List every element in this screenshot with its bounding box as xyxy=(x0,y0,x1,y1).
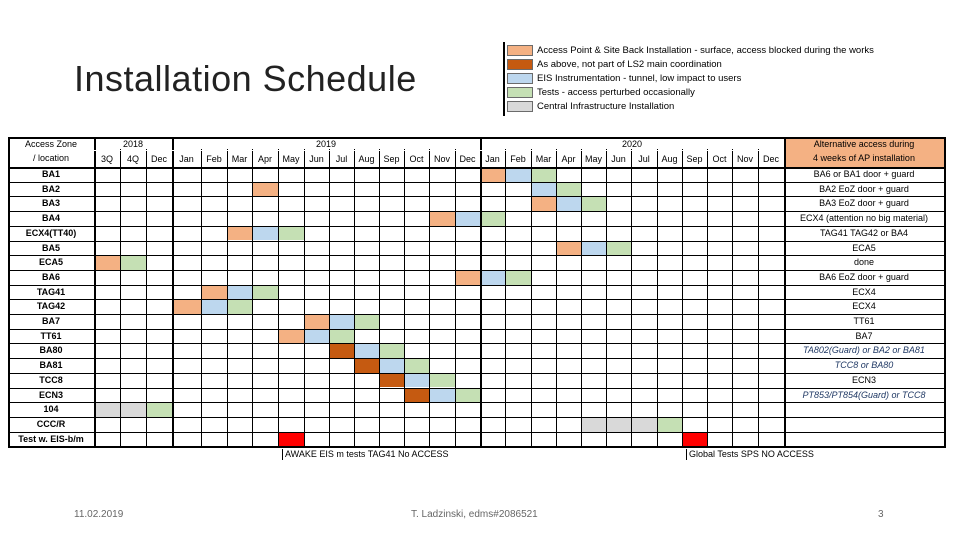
schedule-cell xyxy=(607,242,631,256)
schedule-cell xyxy=(430,212,455,226)
alt-header-line-1: Alternative access during xyxy=(813,139,915,149)
grid-vline xyxy=(944,137,946,446)
month-label: Jan xyxy=(179,154,194,164)
schedule-cell xyxy=(456,389,480,403)
month-label: Dec xyxy=(762,154,779,164)
grid-vline xyxy=(581,137,582,446)
schedule-cell xyxy=(305,315,329,329)
grid-vline xyxy=(227,137,228,446)
schedule-cell xyxy=(405,389,429,403)
schedule-cell xyxy=(253,286,278,300)
month-label: Aug xyxy=(661,154,678,164)
zone-header-line-2: / location xyxy=(32,153,70,163)
schedule-cell xyxy=(147,403,172,417)
grid-vline xyxy=(758,137,759,446)
legend-swatch xyxy=(507,87,533,98)
annotation-marker xyxy=(686,449,687,460)
footer-page-number: 3 xyxy=(878,509,884,520)
alt-access-label: ECA5 xyxy=(852,242,876,253)
schedule-cell xyxy=(202,300,227,314)
grid-vline xyxy=(707,137,708,446)
legend-label: Access Point & Site Back Installation - surface, access blocked during the works xyxy=(537,45,874,56)
year-label: 2019 xyxy=(315,139,337,149)
schedule-cell xyxy=(481,168,505,182)
zone-header-line-1: Access Zone xyxy=(24,139,78,149)
schedule-cell xyxy=(228,286,252,300)
alt-access-label xyxy=(784,433,944,447)
grid-vline xyxy=(354,137,355,446)
schedule-cell xyxy=(405,374,429,388)
month-label: Sep xyxy=(383,154,400,164)
alt-access-label: ECX4 (attention no big material) xyxy=(799,213,929,224)
schedule-cell xyxy=(355,344,379,358)
zone-label: ECA5 xyxy=(38,257,63,268)
grid-vline xyxy=(531,137,532,446)
slide-title: Installation Schedule xyxy=(74,58,417,99)
schedule-cell xyxy=(330,315,354,329)
month-label: Mar xyxy=(535,154,552,164)
schedule-cell xyxy=(330,330,354,344)
legend-swatch xyxy=(507,101,533,112)
schedule-cell xyxy=(456,271,480,285)
grid-vline xyxy=(606,137,607,446)
zone-label: BA7 xyxy=(41,316,60,326)
grid-vline xyxy=(278,137,279,446)
alt-access-label: BA6 or BA1 door + guard xyxy=(813,169,915,179)
year-label: 2020 xyxy=(621,139,643,149)
grid-vline xyxy=(252,137,253,446)
month-label: Nov xyxy=(433,154,450,164)
zone-label: Test w. EIS-b/m xyxy=(18,433,84,444)
legend-swatch xyxy=(507,59,533,70)
month-label: Oct xyxy=(712,154,727,164)
legend-label: As above, not part of LS2 main coordination xyxy=(537,59,722,70)
grid-vline xyxy=(455,137,456,446)
grid-vline xyxy=(146,137,147,446)
schedule-cell xyxy=(202,286,227,300)
grid-vline xyxy=(682,137,683,446)
schedule-cell xyxy=(121,256,146,270)
annotation-text: Global Tests SPS NO ACCESS xyxy=(689,449,814,460)
grid-vline xyxy=(172,137,174,446)
zone-label: BA2 xyxy=(41,183,60,194)
schedule-cell xyxy=(632,418,657,432)
schedule-cell xyxy=(582,197,606,211)
legend-label: EIS Instrumentation - tunnel, low impact to users xyxy=(537,73,742,84)
legend-item xyxy=(507,72,741,85)
month-label: Dec xyxy=(150,154,167,164)
schedule-cell xyxy=(279,227,304,241)
grid-hline xyxy=(8,446,946,448)
legend-item xyxy=(507,44,874,57)
grid-vline xyxy=(379,137,380,446)
legend-item xyxy=(507,100,674,113)
schedule-cell xyxy=(658,418,682,432)
schedule-cell xyxy=(228,300,252,314)
year-label: 2018 xyxy=(122,139,144,149)
grid-vline xyxy=(480,137,482,446)
schedule-cell xyxy=(279,330,304,344)
schedule-cell xyxy=(532,168,556,182)
footer-date: 11.02.2019 xyxy=(74,509,124,520)
month-label: 3Q xyxy=(100,154,113,164)
test-annotation xyxy=(686,449,814,460)
schedule-cell xyxy=(557,197,581,211)
month-label: Feb xyxy=(510,154,526,164)
month-label: Oct xyxy=(409,154,424,164)
zone-label: BA81 xyxy=(39,360,63,371)
zone-label: TAG42 xyxy=(36,301,66,312)
month-label: Dec xyxy=(459,154,476,164)
alt-access-label: TT61 xyxy=(853,316,875,326)
alt-access-label: TA802(Guard) or BA2 or BA81 xyxy=(803,345,925,356)
annotation-marker xyxy=(282,449,283,460)
zone-label: ECN3 xyxy=(38,389,63,400)
schedule-cell xyxy=(228,227,252,241)
schedule-cell xyxy=(173,300,201,314)
month-label: Aug xyxy=(358,154,375,164)
schedule-cell xyxy=(380,359,404,373)
zone-label: BA80 xyxy=(39,345,63,356)
zone-label: BA4 xyxy=(41,213,60,224)
alt-access-label xyxy=(784,418,944,432)
zone-label: TCC8 xyxy=(39,374,63,385)
month-label: Sep xyxy=(686,154,703,164)
schedule-cell xyxy=(121,403,146,417)
schedule-cell xyxy=(405,359,429,373)
schedule-cell xyxy=(582,418,606,432)
legend-label: Tests - access perturbed occasionally xyxy=(537,87,695,98)
zone-label: BA6 xyxy=(41,271,60,282)
month-label: Apr xyxy=(561,154,576,164)
schedule-cell xyxy=(481,271,505,285)
schedule-cell xyxy=(506,168,531,182)
schedule-cell xyxy=(253,183,278,197)
schedule-cell xyxy=(532,183,556,197)
month-label: Nov xyxy=(736,154,753,164)
schedule-cell xyxy=(330,344,354,358)
schedule-cell xyxy=(380,344,404,358)
zone-label: BA1 xyxy=(41,169,60,179)
test-annotation xyxy=(282,449,449,460)
schedule-cell xyxy=(607,418,631,432)
alt-access-label: BA7 xyxy=(855,330,873,341)
alt-access-label: ECX4 xyxy=(852,286,876,297)
grid-vline xyxy=(556,137,557,446)
schedule-cell xyxy=(305,330,329,344)
month-label: Jan xyxy=(485,154,500,164)
schedule-cell xyxy=(430,389,455,403)
grid-vline xyxy=(304,137,305,446)
grid-vline xyxy=(404,137,405,446)
zone-label: 104 xyxy=(43,404,59,415)
schedule-cell xyxy=(430,374,455,388)
zone-label: TT61 xyxy=(40,330,62,341)
legend-item xyxy=(507,58,722,71)
legend-label: Central Infrastructure Installation xyxy=(537,101,675,112)
alt-access-label: TCC8 or BA80 xyxy=(834,360,894,371)
schedule-cell xyxy=(557,183,581,197)
schedule-cell xyxy=(557,242,581,256)
month-label: 4Q xyxy=(126,154,139,164)
grid-vline xyxy=(429,137,430,446)
schedule-cell xyxy=(380,374,404,388)
alt-access-label: PT853/PT854(Guard) or TCC8 xyxy=(802,389,926,400)
footer-author: T. Ladzinski, edms#2086521 xyxy=(411,509,538,520)
grid-vline xyxy=(329,137,330,446)
grid-vline xyxy=(201,137,202,446)
schedule-cell xyxy=(355,315,379,329)
month-label: Feb xyxy=(206,154,222,164)
schedule-cell xyxy=(456,212,480,226)
alt-access-label: done xyxy=(853,257,875,268)
legend-swatch xyxy=(507,73,533,84)
schedule-cell xyxy=(253,227,278,241)
grid-vline xyxy=(505,137,506,446)
schedule-cell xyxy=(532,197,556,211)
alt-access-label: BA6 EoZ door + guard xyxy=(819,271,909,282)
month-label: Apr xyxy=(257,154,272,164)
month-label: May xyxy=(282,154,300,164)
schedule-cell xyxy=(506,271,531,285)
alt-access-label: ECX4 xyxy=(852,301,876,312)
alt-access-label xyxy=(784,403,944,417)
zone-label: BA3 xyxy=(41,198,60,209)
legend-divider xyxy=(503,42,505,116)
legend-item xyxy=(507,86,695,99)
schedule-cell xyxy=(355,359,379,373)
alt-access-label: BA3 EoZ door + guard xyxy=(819,198,909,209)
month-label: May xyxy=(584,154,602,164)
schedule-cell xyxy=(683,433,707,447)
zone-label: CCC/R xyxy=(36,418,66,429)
grid-vline xyxy=(94,137,96,446)
alt-access-label: TAG41 TAG42 or BA4 xyxy=(819,227,909,238)
grid-vline xyxy=(120,137,121,446)
month-label: Jul xyxy=(638,154,650,164)
legend-swatch xyxy=(507,45,533,56)
annotation-text: AWAKE EIS m tests TAG41 No ACCESS xyxy=(285,449,449,460)
schedule-cell xyxy=(582,242,606,256)
schedule-cell xyxy=(481,212,505,226)
zone-label: BA5 xyxy=(41,242,60,253)
schedule-cell xyxy=(95,403,120,417)
zone-label: ECX4(TT40) xyxy=(25,227,77,238)
alt-access-label: BA2 EoZ door + guard xyxy=(819,183,909,194)
grid-vline xyxy=(732,137,733,446)
month-label: Mar xyxy=(231,154,248,164)
month-label: Jun xyxy=(309,154,324,164)
grid-vline xyxy=(631,137,632,446)
zone-label: TAG41 xyxy=(36,286,66,297)
alt-header-line-2: 4 weeks of AP installation xyxy=(813,153,915,163)
alt-access-label: ECN3 xyxy=(851,374,876,385)
schedule-cell xyxy=(95,256,120,270)
month-label: Jun xyxy=(611,154,626,164)
month-label: Jul xyxy=(335,154,348,164)
grid-vline xyxy=(657,137,658,446)
schedule-cell xyxy=(279,433,304,447)
